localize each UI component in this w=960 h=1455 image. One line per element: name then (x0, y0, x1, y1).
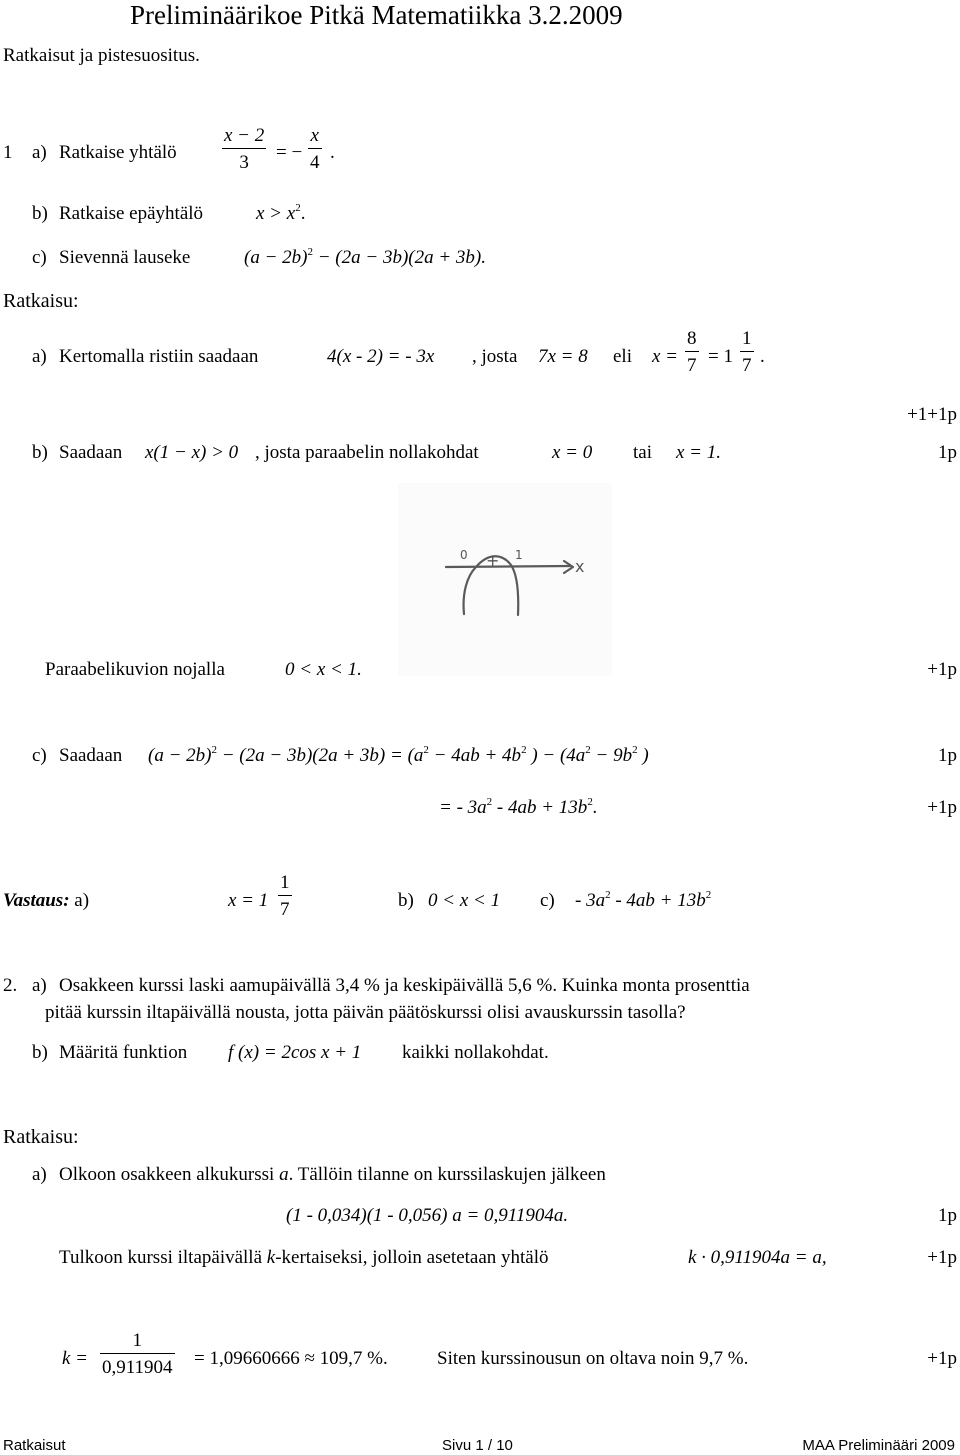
answer-b-math: 0 < x < 1 (428, 890, 501, 911)
fraction-numerator: 8 (687, 328, 697, 349)
math-text: − 9b (590, 745, 633, 766)
solution-2a-line-1 (59, 1165, 606, 1184)
task-1b-math (256, 204, 305, 223)
exponent: 2 (423, 744, 429, 756)
solution-1a-fraction-2 (740, 329, 754, 375)
period: . (300, 203, 306, 224)
math-text: − 4ab + 4b (428, 745, 522, 766)
answer-a-fraction (278, 873, 292, 919)
footer-right: MAA Preliminääri 2009 (802, 1437, 955, 1454)
exponent: 2 (605, 889, 611, 901)
variable: a (279, 1164, 289, 1185)
math-text: ) (637, 745, 649, 766)
task-2a-line-2: pitää kurssin iltapäivällä nousta, jotta päivän päätöskurssi olisi avauskurssin tasolla? (45, 1002, 686, 1023)
solution-1c-line-2 (439, 798, 598, 817)
points-badge: 1p (938, 442, 957, 463)
solution-2a-equation-2: k · 0,911904a = a, (688, 1247, 827, 1268)
points-badge: +1p (927, 1247, 957, 1268)
solution-2a-k-lhs: k = (62, 1348, 89, 1369)
points-badge: +1p (927, 797, 957, 818)
task-2b-text-1: Määritä funktion (59, 1042, 188, 1063)
math-text: (a − 2b) (244, 247, 308, 268)
exponent: 2 (705, 889, 712, 901)
text: Tulkoon kurssi iltapäivällä (59, 1247, 263, 1268)
answer-label: Vastaus: (3, 890, 70, 911)
points-badge: +1p (927, 1348, 957, 1369)
task-1a-end: . (330, 142, 335, 163)
task-1a-rhs-fraction (308, 126, 322, 172)
answer-b-label: b) (398, 890, 414, 911)
parabola-sketch-svg (398, 483, 612, 676)
solution-1b-label: b) (32, 442, 48, 463)
solution-1a-math2: 7x = 8 (538, 346, 588, 367)
label-x: x (575, 557, 585, 576)
fraction-denominator: 3 (239, 152, 249, 173)
task-1a-lhs-fraction (222, 126, 266, 172)
fraction-numerator: x − 2 (224, 125, 265, 146)
fraction-denominator: 4 (310, 152, 320, 173)
exponent: 2 (521, 744, 527, 756)
task-1a-label: a) (32, 142, 47, 163)
task-1a-equals: = − (276, 142, 303, 163)
points-badge: 1p (938, 745, 957, 766)
label-plus: + (486, 551, 500, 570)
math-text: = - 3a (439, 797, 487, 818)
math-text: - 3a (575, 890, 606, 911)
fraction-numerator: 1 (280, 872, 290, 893)
solution-2a-label: a) (32, 1164, 47, 1185)
exponent: 2 (585, 744, 591, 756)
math-text: . (592, 797, 598, 818)
footer-page-number: Sivu 1 / 10 (442, 1437, 513, 1454)
task-number: 1 (3, 142, 13, 163)
task-2a-line-1: Osakkeen kurssi laski aamupäivällä 3,4 % ja keskipäivällä 5,6 %. Kuinka monta prosenttia (59, 975, 750, 996)
task-number: 2. (3, 975, 18, 996)
fraction-numerator: 1 (742, 328, 752, 349)
solution-2a-equation-1: (1 - 0,034)(1 - 0,056) a = 0,911904a. (286, 1205, 569, 1226)
math-text: (a − 2b) (148, 745, 212, 766)
math-text: ) − (4a (526, 745, 586, 766)
answer-c-label: c) (540, 890, 555, 911)
math-text: - 4ab + 13b (492, 797, 588, 818)
task-1c-label: c) (32, 247, 47, 268)
solution-1b-math2: x = 0 (552, 442, 593, 463)
page-subtitle: Ratkaisut ja pistesuositus. (3, 45, 200, 66)
fraction-denominator: 0,911904 (102, 1357, 173, 1378)
parabola-sketch (398, 483, 612, 676)
solution-2a-k-rhs: = 1,09660666 ≈ 109,7 %. (194, 1348, 388, 1369)
solution-1b-text1: Saadaan (59, 442, 123, 463)
answer-a-math: x = 1 (228, 890, 269, 911)
answer-line (3, 891, 89, 910)
task-2b-math: f (x) = 2cos x + 1 (228, 1042, 362, 1063)
solution-1b-math1: x(1 − x) > 0 (145, 442, 239, 463)
solution-1c-line-1 (148, 746, 649, 765)
answer-c-math (575, 891, 711, 910)
exponent: 2 (486, 796, 493, 808)
solution-1b-text2: , josta paraabelin nollakohdat (255, 442, 479, 463)
x-axis-line (446, 566, 570, 567)
task-2b-label: b) (32, 1042, 48, 1063)
math-text: − (2a − 3b)(2a + 3b) = (a (216, 745, 424, 766)
fraction-numerator: x (310, 125, 319, 146)
exponent: 2 (295, 202, 301, 214)
fraction-denominator: 7 (280, 899, 290, 920)
page-title: Preliminäärikoe Pitkä Matematiikka 3.2.2009 (130, 0, 623, 30)
solution-1a-math3: x = (652, 346, 679, 367)
solution-1c-text: Saadaan (59, 745, 123, 766)
math-text: − (2a − 3b)(2a + 3b). (312, 247, 487, 268)
fraction-denominator: 7 (742, 355, 752, 376)
task-2a-label: a) (32, 975, 47, 996)
text: . Tällöin tilanne on kurssilaskujen jälkeen (288, 1164, 606, 1185)
solution-1a-fraction-1 (685, 329, 699, 375)
solution-heading: Ratkaisu: (3, 1126, 79, 1148)
fraction-numerator: 1 (132, 1330, 143, 1351)
footer-left: Ratkaisut (3, 1437, 66, 1454)
task-1b-text: Ratkaise epäyhtälö (59, 203, 204, 224)
solution-1a-text3: eli (613, 346, 632, 367)
solution-heading: Ratkaisu: (3, 290, 79, 312)
label-zero: 0 (460, 548, 468, 562)
solution-1a-end: . (760, 346, 765, 367)
solution-1b-conclusion-text: Paraabelikuvion nojalla (45, 659, 225, 680)
solution-1c-label: c) (32, 745, 47, 766)
math-text: - 4ab + 13b (610, 890, 706, 911)
fraction-denominator: 7 (687, 355, 697, 376)
solution-1a-math1: 4(x - 2) = - 3x (327, 346, 435, 367)
exponent: 2 (307, 246, 313, 258)
solution-1a-text1: Kertomalla ristiin saadaan (59, 346, 259, 367)
solution-1b-conclusion-math: 0 < x < 1. (285, 659, 362, 680)
solution-2a-line-2 (59, 1248, 549, 1267)
points-badge: 1p (938, 1205, 957, 1226)
text: -kertaiseksi, jolloin asetetaan yhtälö (275, 1247, 549, 1268)
solution-2a-k-fraction (100, 1331, 175, 1377)
solution-1a-label: a) (32, 346, 47, 367)
exponent: 2 (211, 744, 217, 756)
task-1a-text: Ratkaise yhtälö (59, 142, 177, 163)
task-1c-text: Sievennä lauseke (59, 247, 191, 268)
solution-1b-math3: x = 1. (676, 442, 722, 463)
task-2b-text-2: kaikki nollakohdat. (402, 1042, 549, 1063)
answer-a-label: a) (74, 890, 90, 911)
exponent: 2 (632, 744, 638, 756)
task-1b-label: b) (32, 203, 48, 224)
points-badge: +1p (927, 659, 957, 680)
exponent: 2 (587, 796, 593, 808)
solution-1a-math4: = 1 (708, 346, 733, 367)
solution-1a-text2: , josta (472, 346, 518, 367)
solution-2a-conclusion: Siten kurssinousun on oltava noin 9,7 %. (437, 1348, 749, 1369)
text: Olkoon osakkeen alkukurssi (59, 1164, 275, 1185)
points-badge: +1+1p (907, 404, 957, 425)
label-one: 1 (515, 548, 523, 562)
solution-1b-text3: tai (633, 442, 652, 463)
math-text: x > x (256, 203, 296, 224)
task-1c-math (244, 248, 486, 267)
variable: k (266, 1247, 276, 1268)
